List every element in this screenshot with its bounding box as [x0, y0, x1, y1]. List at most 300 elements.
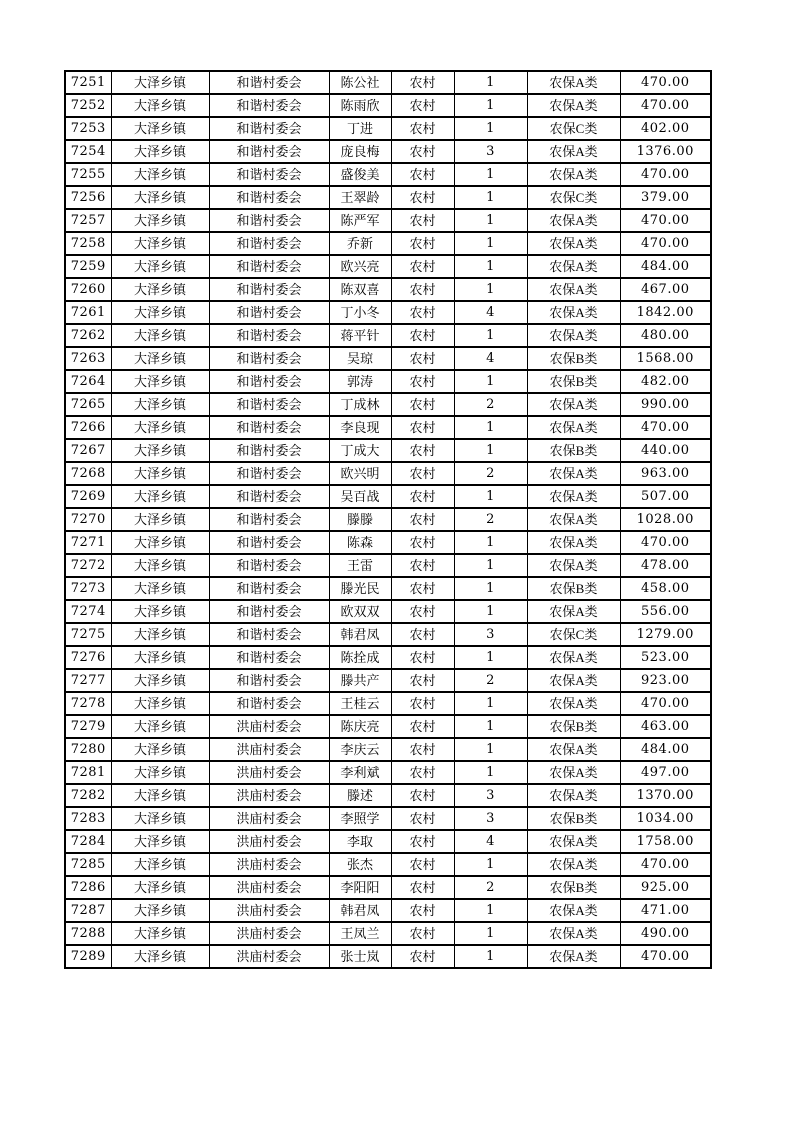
cell-insurance-category: 农保A类	[527, 485, 620, 508]
cell-insurance-category: 农保B类	[527, 876, 620, 899]
cell-insurance-category: 农保C类	[527, 623, 620, 646]
cell-serial-number: 7271	[65, 531, 111, 554]
cell-insurance-category: 农保A类	[527, 669, 620, 692]
cell-amount: 470.00	[620, 71, 711, 94]
cell-residence-type: 农村	[391, 853, 454, 876]
cell-person-name: 李取	[329, 830, 391, 853]
cell-amount: 484.00	[620, 255, 711, 278]
cell-insurance-category: 农保A类	[527, 71, 620, 94]
cell-residence-type: 农村	[391, 922, 454, 945]
cell-village-committee: 洪庙村委会	[209, 830, 329, 853]
cell-village-committee: 洪庙村委会	[209, 899, 329, 922]
cell-town: 大泽乡镇	[111, 669, 209, 692]
cell-town: 大泽乡镇	[111, 807, 209, 830]
cell-serial-number: 7267	[65, 439, 111, 462]
cell-town: 大泽乡镇	[111, 416, 209, 439]
cell-amount: 1842.00	[620, 301, 711, 324]
cell-serial-number: 7264	[65, 370, 111, 393]
cell-village-committee: 洪庙村委会	[209, 876, 329, 899]
cell-town: 大泽乡镇	[111, 117, 209, 140]
pension-roster-table-body	[65, 71, 711, 968]
table-row	[65, 301, 711, 324]
cell-amount: 1376.00	[620, 140, 711, 163]
cell-serial-number: 7252	[65, 94, 111, 117]
table-row	[65, 738, 711, 761]
table-row	[65, 646, 711, 669]
cell-residence-type: 农村	[391, 830, 454, 853]
cell-residence-type: 农村	[391, 71, 454, 94]
table-row	[65, 186, 711, 209]
cell-insurance-category: 农保A类	[527, 784, 620, 807]
table-row	[65, 416, 711, 439]
table-row	[65, 71, 711, 94]
cell-town: 大泽乡镇	[111, 876, 209, 899]
cell-town: 大泽乡镇	[111, 554, 209, 577]
cell-person-name: 丁小冬	[329, 301, 391, 324]
table-row	[65, 600, 711, 623]
cell-residence-type: 农村	[391, 807, 454, 830]
cell-amount: 990.00	[620, 393, 711, 416]
cell-person-name: 丁进	[329, 117, 391, 140]
cell-residence-type: 农村	[391, 761, 454, 784]
table-row	[65, 830, 711, 853]
cell-village-committee: 和谐村委会	[209, 324, 329, 347]
cell-residence-type: 农村	[391, 485, 454, 508]
cell-person-count: 2	[454, 393, 527, 416]
cell-serial-number: 7287	[65, 899, 111, 922]
cell-village-committee: 和谐村委会	[209, 623, 329, 646]
cell-insurance-category: 农保A类	[527, 600, 620, 623]
table-row	[65, 692, 711, 715]
cell-serial-number: 7253	[65, 117, 111, 140]
cell-serial-number: 7289	[65, 945, 111, 968]
cell-village-committee: 和谐村委会	[209, 301, 329, 324]
cell-amount: 470.00	[620, 232, 711, 255]
cell-person-name: 陈庆亮	[329, 715, 391, 738]
cell-village-committee: 洪庙村委会	[209, 945, 329, 968]
cell-village-committee: 洪庙村委会	[209, 784, 329, 807]
cell-residence-type: 农村	[391, 255, 454, 278]
cell-person-name: 滕共产	[329, 669, 391, 692]
cell-person-count: 1	[454, 439, 527, 462]
cell-town: 大泽乡镇	[111, 577, 209, 600]
cell-serial-number: 7279	[65, 715, 111, 738]
cell-person-count: 1	[454, 94, 527, 117]
cell-amount: 478.00	[620, 554, 711, 577]
cell-person-count: 1	[454, 163, 527, 186]
cell-person-count: 1	[454, 324, 527, 347]
cell-person-name: 丁成林	[329, 393, 391, 416]
cell-person-name: 李庆云	[329, 738, 391, 761]
cell-village-committee: 和谐村委会	[209, 692, 329, 715]
cell-serial-number: 7262	[65, 324, 111, 347]
cell-village-committee: 和谐村委会	[209, 646, 329, 669]
cell-person-name: 欧双双	[329, 600, 391, 623]
table-row	[65, 761, 711, 784]
cell-residence-type: 农村	[391, 646, 454, 669]
cell-residence-type: 农村	[391, 186, 454, 209]
cell-residence-type: 农村	[391, 531, 454, 554]
cell-serial-number: 7260	[65, 278, 111, 301]
cell-person-name: 李照学	[329, 807, 391, 830]
cell-amount: 556.00	[620, 600, 711, 623]
cell-village-committee: 和谐村委会	[209, 117, 329, 140]
cell-person-count: 2	[454, 508, 527, 531]
cell-residence-type: 农村	[391, 784, 454, 807]
table-row	[65, 255, 711, 278]
cell-insurance-category: 农保B类	[527, 439, 620, 462]
cell-residence-type: 农村	[391, 347, 454, 370]
cell-serial-number: 7268	[65, 462, 111, 485]
cell-amount: 470.00	[620, 94, 711, 117]
cell-person-count: 1	[454, 922, 527, 945]
cell-serial-number: 7283	[65, 807, 111, 830]
cell-person-count: 1	[454, 761, 527, 784]
cell-person-count: 1	[454, 117, 527, 140]
table-row	[65, 554, 711, 577]
cell-town: 大泽乡镇	[111, 462, 209, 485]
cell-amount: 484.00	[620, 738, 711, 761]
cell-insurance-category: 农保A类	[527, 301, 620, 324]
cell-village-committee: 和谐村委会	[209, 370, 329, 393]
cell-person-count: 1	[454, 255, 527, 278]
cell-person-count: 1	[454, 278, 527, 301]
cell-person-count: 1	[454, 600, 527, 623]
table-row	[65, 669, 711, 692]
cell-person-count: 3	[454, 807, 527, 830]
table-row	[65, 393, 711, 416]
cell-person-name: 陈森	[329, 531, 391, 554]
cell-person-name: 滕滕	[329, 508, 391, 531]
cell-serial-number: 7280	[65, 738, 111, 761]
cell-insurance-category: 农保A类	[527, 830, 620, 853]
table-row	[65, 508, 711, 531]
cell-person-name: 陈公社	[329, 71, 391, 94]
cell-residence-type: 农村	[391, 577, 454, 600]
cell-person-name: 吴琼	[329, 347, 391, 370]
cell-serial-number: 7261	[65, 301, 111, 324]
cell-serial-number: 7275	[65, 623, 111, 646]
cell-town: 大泽乡镇	[111, 324, 209, 347]
cell-town: 大泽乡镇	[111, 945, 209, 968]
cell-serial-number: 7259	[65, 255, 111, 278]
cell-insurance-category: 农保A类	[527, 531, 620, 554]
cell-village-committee: 和谐村委会	[209, 531, 329, 554]
cell-town: 大泽乡镇	[111, 738, 209, 761]
table-row	[65, 899, 711, 922]
cell-insurance-category: 农保A类	[527, 945, 620, 968]
cell-insurance-category: 农保A类	[527, 554, 620, 577]
cell-town: 大泽乡镇	[111, 278, 209, 301]
cell-residence-type: 农村	[391, 324, 454, 347]
cell-town: 大泽乡镇	[111, 646, 209, 669]
cell-serial-number: 7272	[65, 554, 111, 577]
table-row	[65, 784, 711, 807]
cell-village-committee: 和谐村委会	[209, 347, 329, 370]
table-row	[65, 945, 711, 968]
cell-insurance-category: 农保A类	[527, 255, 620, 278]
cell-person-name: 丁成大	[329, 439, 391, 462]
cell-insurance-category: 农保A类	[527, 416, 620, 439]
table-row	[65, 439, 711, 462]
table-row	[65, 531, 711, 554]
cell-insurance-category: 农保A类	[527, 922, 620, 945]
cell-insurance-category: 农保A类	[527, 853, 620, 876]
cell-amount: 507.00	[620, 485, 711, 508]
cell-village-committee: 和谐村委会	[209, 485, 329, 508]
cell-person-count: 2	[454, 876, 527, 899]
cell-residence-type: 农村	[391, 669, 454, 692]
cell-person-name: 庞良梅	[329, 140, 391, 163]
cell-serial-number: 7278	[65, 692, 111, 715]
cell-amount: 379.00	[620, 186, 711, 209]
cell-amount: 497.00	[620, 761, 711, 784]
cell-residence-type: 农村	[391, 554, 454, 577]
cell-amount: 482.00	[620, 370, 711, 393]
cell-village-committee: 和谐村委会	[209, 577, 329, 600]
table-row	[65, 623, 711, 646]
cell-village-committee: 和谐村委会	[209, 209, 329, 232]
cell-serial-number: 7263	[65, 347, 111, 370]
cell-residence-type: 农村	[391, 301, 454, 324]
cell-person-name: 陈双喜	[329, 278, 391, 301]
table-row	[65, 922, 711, 945]
cell-person-name: 王翠龄	[329, 186, 391, 209]
cell-residence-type: 农村	[391, 209, 454, 232]
cell-village-committee: 和谐村委会	[209, 186, 329, 209]
cell-person-name: 李阳阳	[329, 876, 391, 899]
cell-person-count: 3	[454, 140, 527, 163]
cell-town: 大泽乡镇	[111, 186, 209, 209]
table-row	[65, 370, 711, 393]
cell-serial-number: 7274	[65, 600, 111, 623]
table-row	[65, 163, 711, 186]
cell-amount: 471.00	[620, 899, 711, 922]
table-row	[65, 278, 711, 301]
cell-person-count: 1	[454, 209, 527, 232]
cell-residence-type: 农村	[391, 508, 454, 531]
cell-person-name: 盛俊美	[329, 163, 391, 186]
cell-person-name: 滕光民	[329, 577, 391, 600]
cell-village-committee: 洪庙村委会	[209, 807, 329, 830]
cell-person-name: 郭涛	[329, 370, 391, 393]
cell-town: 大泽乡镇	[111, 692, 209, 715]
table-row	[65, 577, 711, 600]
cell-village-committee: 和谐村委会	[209, 462, 329, 485]
cell-insurance-category: 农保B类	[527, 370, 620, 393]
cell-village-committee: 和谐村委会	[209, 278, 329, 301]
cell-insurance-category: 农保A类	[527, 140, 620, 163]
cell-serial-number: 7281	[65, 761, 111, 784]
cell-amount: 1568.00	[620, 347, 711, 370]
table-row	[65, 347, 711, 370]
cell-amount: 1370.00	[620, 784, 711, 807]
cell-person-count: 1	[454, 485, 527, 508]
cell-residence-type: 农村	[391, 715, 454, 738]
cell-residence-type: 农村	[391, 163, 454, 186]
cell-person-count: 1	[454, 416, 527, 439]
cell-village-committee: 和谐村委会	[209, 94, 329, 117]
cell-residence-type: 农村	[391, 393, 454, 416]
cell-amount: 1758.00	[620, 830, 711, 853]
cell-residence-type: 农村	[391, 140, 454, 163]
cell-insurance-category: 农保A类	[527, 232, 620, 255]
cell-village-committee: 和谐村委会	[209, 71, 329, 94]
cell-residence-type: 农村	[391, 370, 454, 393]
cell-town: 大泽乡镇	[111, 508, 209, 531]
cell-person-count: 1	[454, 646, 527, 669]
cell-village-committee: 和谐村委会	[209, 232, 329, 255]
cell-serial-number: 7256	[65, 186, 111, 209]
cell-town: 大泽乡镇	[111, 94, 209, 117]
cell-town: 大泽乡镇	[111, 439, 209, 462]
cell-amount: 458.00	[620, 577, 711, 600]
cell-insurance-category: 农保A类	[527, 324, 620, 347]
cell-residence-type: 农村	[391, 462, 454, 485]
cell-insurance-category: 农保B类	[527, 347, 620, 370]
cell-person-name: 王雷	[329, 554, 391, 577]
cell-person-name: 蒋平针	[329, 324, 391, 347]
cell-insurance-category: 农保A类	[527, 646, 620, 669]
cell-town: 大泽乡镇	[111, 347, 209, 370]
cell-village-committee: 和谐村委会	[209, 669, 329, 692]
cell-residence-type: 农村	[391, 117, 454, 140]
cell-serial-number: 7288	[65, 922, 111, 945]
cell-residence-type: 农村	[391, 94, 454, 117]
cell-town: 大泽乡镇	[111, 784, 209, 807]
cell-amount: 470.00	[620, 163, 711, 186]
cell-person-count: 4	[454, 347, 527, 370]
cell-person-count: 3	[454, 784, 527, 807]
cell-amount: 470.00	[620, 853, 711, 876]
cell-person-count: 1	[454, 945, 527, 968]
table-row	[65, 140, 711, 163]
cell-residence-type: 农村	[391, 600, 454, 623]
cell-person-name: 陈拴成	[329, 646, 391, 669]
table-row	[65, 715, 711, 738]
cell-person-name: 王桂云	[329, 692, 391, 715]
cell-town: 大泽乡镇	[111, 370, 209, 393]
cell-village-committee: 洪庙村委会	[209, 922, 329, 945]
cell-village-committee: 和谐村委会	[209, 439, 329, 462]
cell-amount: 925.00	[620, 876, 711, 899]
cell-amount: 923.00	[620, 669, 711, 692]
cell-town: 大泽乡镇	[111, 531, 209, 554]
cell-person-count: 4	[454, 301, 527, 324]
cell-village-committee: 和谐村委会	[209, 393, 329, 416]
cell-residence-type: 农村	[391, 738, 454, 761]
cell-serial-number: 7276	[65, 646, 111, 669]
cell-town: 大泽乡镇	[111, 209, 209, 232]
cell-amount: 463.00	[620, 715, 711, 738]
cell-insurance-category: 农保A类	[527, 209, 620, 232]
cell-person-name: 陈严军	[329, 209, 391, 232]
cell-village-committee: 和谐村委会	[209, 600, 329, 623]
cell-residence-type: 农村	[391, 623, 454, 646]
table-row	[65, 807, 711, 830]
cell-amount: 963.00	[620, 462, 711, 485]
cell-person-name: 滕述	[329, 784, 391, 807]
cell-village-committee: 和谐村委会	[209, 416, 329, 439]
cell-insurance-category: 农保A类	[527, 94, 620, 117]
cell-insurance-category: 农保A类	[527, 899, 620, 922]
cell-village-committee: 和谐村委会	[209, 554, 329, 577]
cell-person-name: 吴百战	[329, 485, 391, 508]
cell-amount: 467.00	[620, 278, 711, 301]
cell-village-committee: 和谐村委会	[209, 508, 329, 531]
cell-village-committee: 和谐村委会	[209, 255, 329, 278]
cell-person-name: 张杰	[329, 853, 391, 876]
cell-residence-type: 农村	[391, 899, 454, 922]
table-row	[65, 485, 711, 508]
cell-person-count: 4	[454, 830, 527, 853]
cell-town: 大泽乡镇	[111, 830, 209, 853]
cell-amount: 1028.00	[620, 508, 711, 531]
cell-amount: 1034.00	[620, 807, 711, 830]
cell-person-count: 3	[454, 623, 527, 646]
cell-person-count: 2	[454, 669, 527, 692]
cell-serial-number: 7284	[65, 830, 111, 853]
cell-insurance-category: 农保A类	[527, 738, 620, 761]
cell-amount: 440.00	[620, 439, 711, 462]
cell-person-count: 1	[454, 853, 527, 876]
cell-person-name: 张士岚	[329, 945, 391, 968]
cell-town: 大泽乡镇	[111, 140, 209, 163]
cell-serial-number: 7265	[65, 393, 111, 416]
cell-town: 大泽乡镇	[111, 853, 209, 876]
cell-serial-number: 7258	[65, 232, 111, 255]
cell-insurance-category: 农保A类	[527, 692, 620, 715]
cell-person-count: 1	[454, 186, 527, 209]
cell-town: 大泽乡镇	[111, 600, 209, 623]
cell-serial-number: 7251	[65, 71, 111, 94]
cell-residence-type: 农村	[391, 416, 454, 439]
cell-amount: 402.00	[620, 117, 711, 140]
cell-person-count: 1	[454, 71, 527, 94]
cell-village-committee: 洪庙村委会	[209, 715, 329, 738]
pension-roster-table	[64, 70, 712, 969]
cell-town: 大泽乡镇	[111, 71, 209, 94]
cell-person-name: 欧兴亮	[329, 255, 391, 278]
cell-person-name: 欧兴明	[329, 462, 391, 485]
cell-residence-type: 农村	[391, 692, 454, 715]
table-row	[65, 94, 711, 117]
table-row	[65, 462, 711, 485]
cell-village-committee: 和谐村委会	[209, 140, 329, 163]
cell-insurance-category: 农保A类	[527, 508, 620, 531]
cell-serial-number: 7254	[65, 140, 111, 163]
cell-serial-number: 7286	[65, 876, 111, 899]
cell-amount: 470.00	[620, 531, 711, 554]
cell-residence-type: 农村	[391, 439, 454, 462]
cell-person-name: 王凤兰	[329, 922, 391, 945]
cell-person-name: 韩君凤	[329, 899, 391, 922]
cell-town: 大泽乡镇	[111, 623, 209, 646]
cell-amount: 523.00	[620, 646, 711, 669]
table-row	[65, 209, 711, 232]
cell-person-name: 乔新	[329, 232, 391, 255]
cell-town: 大泽乡镇	[111, 485, 209, 508]
cell-town: 大泽乡镇	[111, 301, 209, 324]
cell-town: 大泽乡镇	[111, 922, 209, 945]
cell-serial-number: 7266	[65, 416, 111, 439]
cell-village-committee: 洪庙村委会	[209, 761, 329, 784]
table-row	[65, 876, 711, 899]
cell-town: 大泽乡镇	[111, 232, 209, 255]
table-row	[65, 853, 711, 876]
cell-insurance-category: 农保C类	[527, 117, 620, 140]
cell-town: 大泽乡镇	[111, 393, 209, 416]
